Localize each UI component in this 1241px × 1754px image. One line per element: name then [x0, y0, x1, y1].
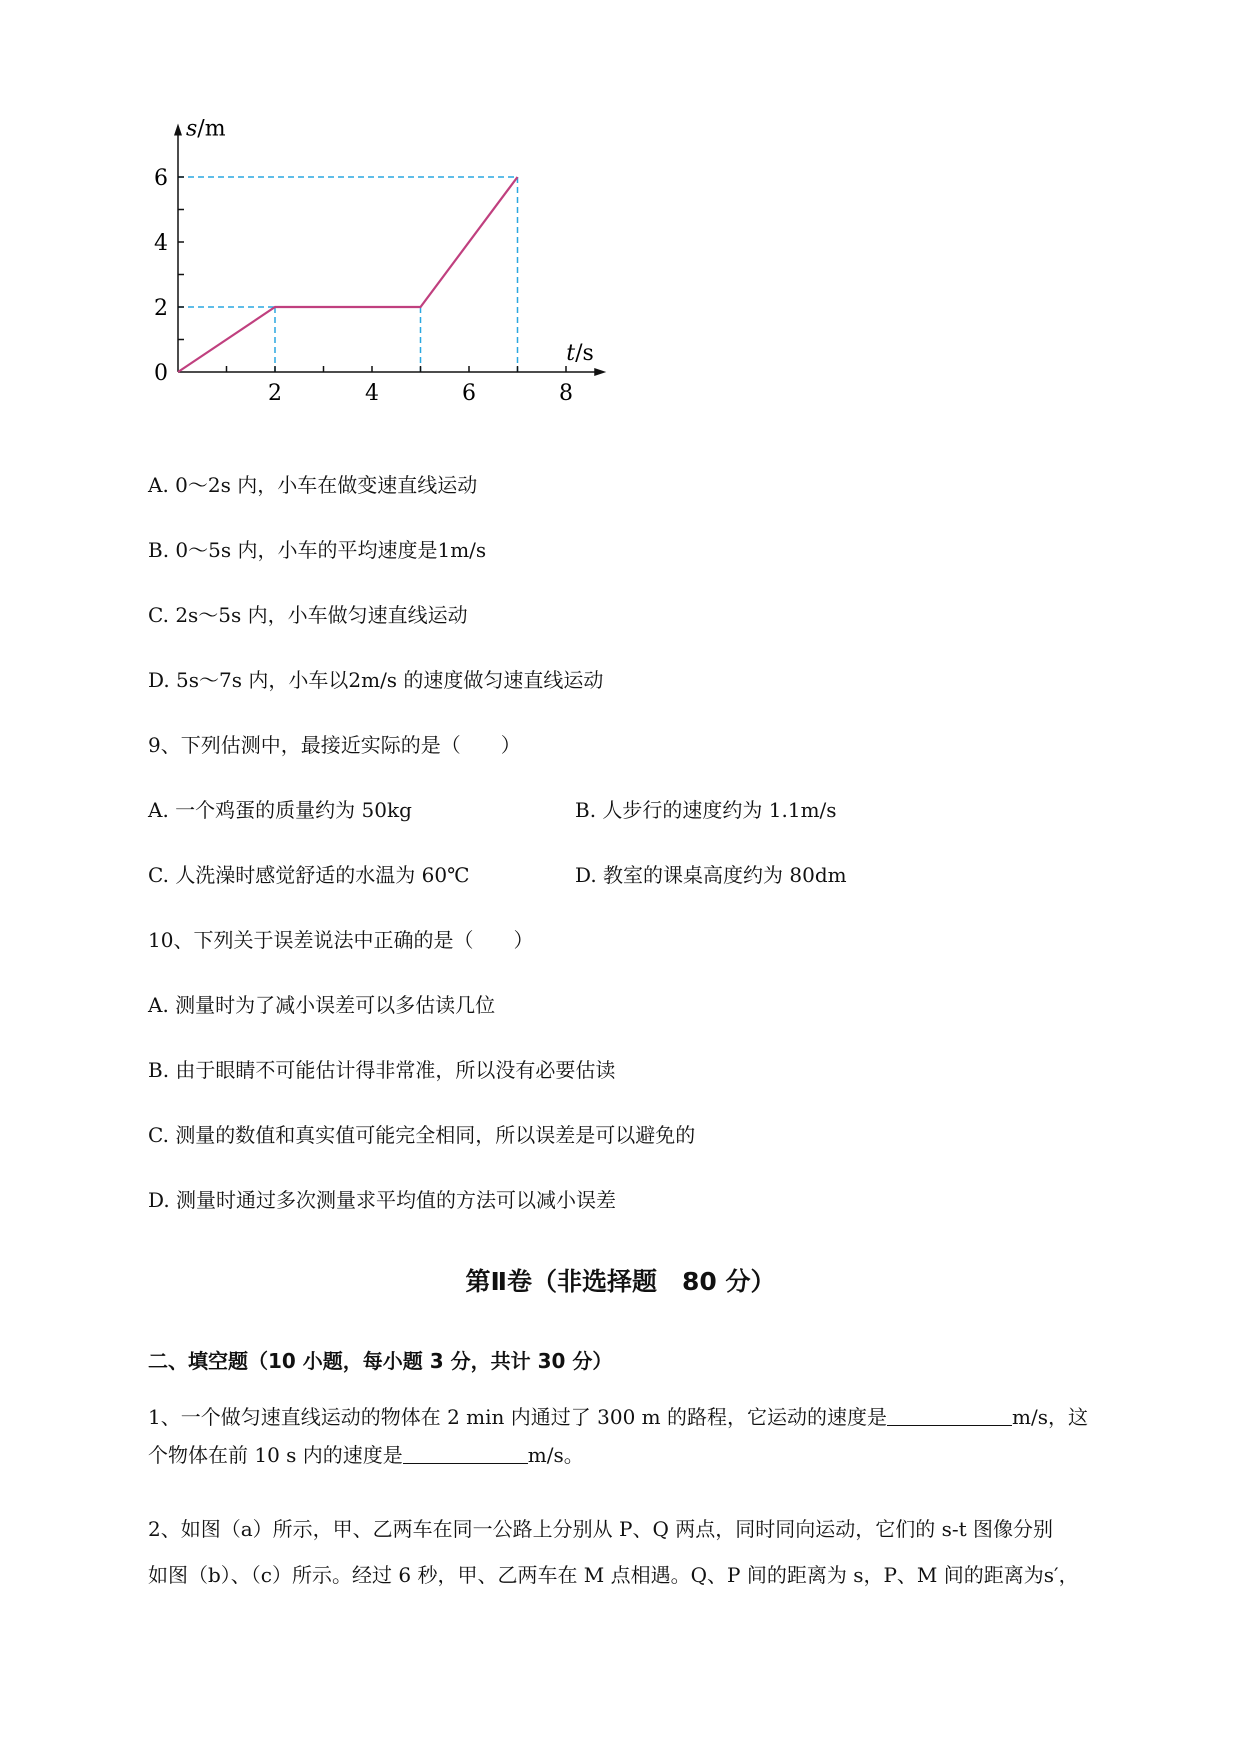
x-tick-label: 8 — [559, 381, 573, 406]
x-tick-label: 2 — [268, 381, 282, 406]
q8-option-a — [148, 470, 477, 500]
q9-option-a — [148, 795, 412, 825]
q9-option-b — [575, 795, 837, 825]
x-tick-label: 6 — [462, 381, 476, 406]
option-text: 0～5s 内，小车的平均速度是1m/s — [175, 538, 487, 562]
question-text: m/s。 — [527, 1443, 584, 1467]
q10-option-a — [148, 990, 495, 1020]
q10-stem: 10、下列关于误差说法中正确的是（ ） — [148, 928, 534, 952]
fill-section-title: 二、填空题（10 小题，每小题 3 分，共计 30 分） — [148, 1349, 613, 1373]
option-letter: A. — [148, 473, 169, 497]
q9-option-d — [575, 860, 847, 890]
q9-option-c — [148, 860, 470, 890]
fill-question-1 — [148, 1398, 1138, 1474]
option-text: 测量时为了减小误差可以多估读几位 — [175, 993, 496, 1017]
q9-stem: 9、下列估测中，最接近实际的是（ ） — [148, 733, 521, 757]
option-letter: B. — [148, 1058, 170, 1082]
answer-blank[interactable] — [887, 1403, 1012, 1426]
option-text: 由于眼睛不可能估计得非常准，所以没有必要估读 — [175, 1058, 616, 1082]
option-letter: A. — [148, 993, 169, 1017]
option-letter: B. — [575, 798, 597, 822]
option-letter: D. — [575, 863, 597, 887]
option-text: 5s～7s 内，小车以2m/s 的速度做匀速直线运动 — [176, 668, 604, 692]
q10-option-b — [148, 1055, 615, 1085]
y-tick-label: 4 — [154, 231, 168, 256]
option-text: 测量的数值和真实值可能完全相同，所以误差是可以避免的 — [175, 1123, 696, 1147]
x-axis-label: t/s — [566, 341, 594, 366]
option-text: 2s～5s 内，小车做匀速直线运动 — [175, 603, 468, 627]
question-text: m/s，这 — [1011, 1405, 1088, 1429]
question-text: 如图（b）、（c）所示。经过 6 秒，甲、乙两车在 M 点相遇。Q、P 间的距离为 s，P、M 间的距离为s′， — [148, 1563, 1079, 1587]
option-letter: B. — [148, 538, 170, 562]
y-axis-label: s/m — [186, 116, 226, 142]
question-text: 2、如图（a）所示，甲、乙两车在同一公路上分别从 P、Q 两点，同时同向运动，它们的 s-t 图像分别 — [148, 1517, 1053, 1541]
option-letter: C. — [148, 603, 169, 627]
q8-option-c — [148, 600, 468, 630]
y-tick-label: 2 — [154, 296, 168, 321]
option-letter: A. — [148, 798, 169, 822]
option-text: 人洗澡时感觉舒适的水温为 60℃ — [175, 863, 470, 887]
question-text: 个物体在前 10 s 内的速度是 — [148, 1443, 403, 1467]
option-letter: D. — [148, 668, 170, 692]
series-line — [178, 177, 518, 372]
origin-label: 0 — [154, 361, 168, 386]
q10-option-d — [148, 1185, 616, 1215]
y-axis-arrow — [174, 124, 182, 136]
x-tick-label: 4 — [365, 381, 379, 406]
q10-option-c — [148, 1120, 695, 1150]
q8-option-b — [148, 535, 486, 565]
s-t-chart — [154, 116, 594, 406]
answer-blank[interactable] — [403, 1441, 528, 1464]
x-axis-arrow — [594, 368, 606, 376]
q8-option-d — [148, 665, 603, 695]
option-text: 0～2s 内，小车在做变速直线运动 — [175, 473, 478, 497]
question-text: 1、一个做匀速直线运动的物体在 2 min 内通过了 300 m 的路程，它运动的速度是 — [148, 1405, 887, 1429]
option-letter: C. — [148, 1123, 169, 1147]
section-title: 第Ⅱ卷（非选择题 80 分） — [465, 1267, 776, 1296]
option-text: 人步行的速度约为 1.1m/s — [602, 798, 837, 822]
option-text: 教室的课桌高度约为 80dm — [603, 863, 847, 887]
option-letter: C. — [148, 863, 169, 887]
option-text: 一个鸡蛋的质量约为 50kg — [175, 798, 412, 822]
option-text: 测量时通过多次测量求平均值的方法可以减小误差 — [176, 1188, 617, 1212]
fill-question-2 — [148, 1510, 1138, 1594]
y-tick-label: 6 — [154, 166, 168, 191]
option-letter: D. — [148, 1188, 170, 1212]
